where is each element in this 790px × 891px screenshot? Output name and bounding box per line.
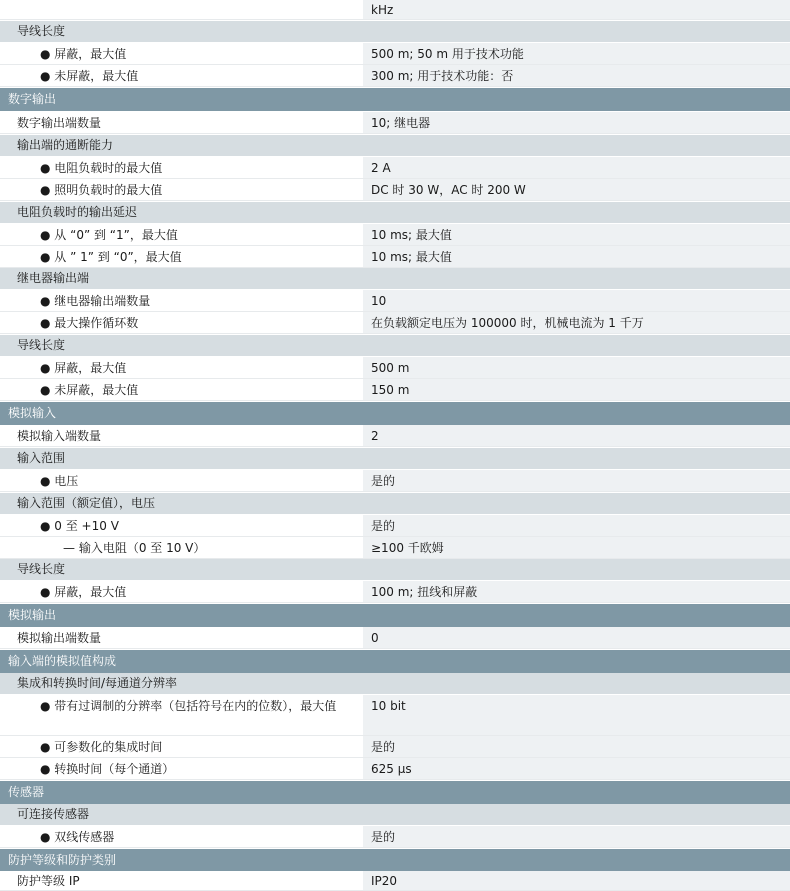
header-label: 模拟输入	[8, 406, 57, 420]
spec-label: — 输入电阻（0 至 10 V）	[0, 537, 362, 558]
spec-value: 150 m	[362, 379, 790, 400]
spec-row	[0, 43, 790, 65]
spec-row	[0, 736, 790, 758]
spec-row	[0, 425, 790, 447]
spec-row	[0, 0, 790, 20]
section-header	[0, 88, 790, 111]
group-header	[0, 268, 790, 289]
header-label: 输出端的通断能力	[17, 138, 114, 152]
spec-value: 10	[362, 290, 790, 311]
spec-value: ≥100 千欧姆	[362, 537, 790, 558]
spec-label	[0, 0, 362, 19]
spec-row	[0, 246, 790, 268]
spec-value: 500 m; 50 m 用于技术功能	[362, 43, 790, 64]
spec-value: DC 时 30 W，AC 时 200 W	[362, 179, 790, 200]
spec-row	[0, 515, 790, 537]
spec-label: 防护等级 IP	[0, 871, 362, 890]
spec-label: ● 带有过调制的分辨率（包括符号在内的位数），最大值	[0, 695, 362, 735]
spec-label: ● 电阻负载时的最大值	[0, 157, 362, 178]
spec-row	[0, 826, 790, 848]
spec-value: 300 m; 用于技术功能：否	[362, 65, 790, 86]
spec-label: ● 可参数化的集成时间	[0, 736, 362, 757]
section-header	[0, 604, 790, 627]
spec-value: 2	[362, 425, 790, 446]
spec-label: ● 双线传感器	[0, 826, 362, 847]
spec-row	[0, 224, 790, 246]
spec-value: 2 A	[362, 157, 790, 178]
spec-row	[0, 581, 790, 603]
section-header	[0, 402, 790, 425]
header-label: 继电器输出端	[17, 271, 90, 285]
spec-value: 10 ms; 最大值	[362, 246, 790, 267]
spec-value: 10 bit	[362, 695, 790, 735]
spec-label: ● 最大操作循环数	[0, 312, 362, 333]
header-label: 集成和转换时间/每通道分辨率	[17, 676, 178, 690]
spec-row	[0, 65, 790, 87]
header-label: 输入端的模拟值构成	[8, 654, 117, 668]
spec-label: ● 电压	[0, 470, 362, 491]
spec-label: ● 屏蔽，最大值	[0, 357, 362, 378]
group-header	[0, 21, 790, 42]
header-label: 输入范围（额定值），电压	[17, 496, 156, 510]
header-label: 可连接传感器	[17, 807, 90, 821]
spec-label: 模拟输入端数量	[0, 425, 362, 446]
group-header	[0, 202, 790, 223]
section-header	[0, 650, 790, 673]
header-label: 导线长度	[17, 562, 66, 576]
spec-value: 0	[362, 627, 790, 648]
spec-label: 数字输出端数量	[0, 112, 362, 133]
header-label: 模拟输出	[8, 608, 57, 622]
spec-row	[0, 758, 790, 780]
header-label: 传感器	[8, 785, 45, 799]
spec-row	[0, 157, 790, 179]
header-label: 输入范围	[17, 451, 66, 465]
header-label: 导线长度	[17, 24, 66, 38]
section-header	[0, 781, 790, 804]
group-header	[0, 448, 790, 469]
spec-value: 500 m	[362, 357, 790, 378]
spec-row	[0, 695, 790, 736]
spec-row	[0, 537, 790, 559]
group-header	[0, 493, 790, 514]
spec-value: 10; 继电器	[362, 112, 790, 133]
group-header	[0, 135, 790, 156]
group-header	[0, 673, 790, 694]
spec-value: 10 ms; 最大值	[362, 224, 790, 245]
spec-label: ● 屏蔽，最大值	[0, 581, 362, 602]
spec-row	[0, 871, 790, 891]
header-label: 数字输出	[8, 92, 57, 106]
spec-row	[0, 312, 790, 334]
spec-label: ● 屏蔽，最大值	[0, 43, 362, 64]
spec-value: 是的	[362, 826, 790, 847]
spec-label: ● 继电器输出端数量	[0, 290, 362, 311]
spec-row	[0, 470, 790, 492]
spec-value: 100 m; 扭线和屏蔽	[362, 581, 790, 602]
spec-row	[0, 357, 790, 379]
spec-value: 是的	[362, 515, 790, 536]
header-label: 防护等级和防护类别	[8, 853, 117, 867]
spec-value: 625 µs	[362, 758, 790, 779]
group-header	[0, 335, 790, 356]
spec-value: IP20	[362, 871, 790, 890]
spec-row	[0, 627, 790, 649]
spec-label: ● 未屏蔽，最大值	[0, 379, 362, 400]
group-header	[0, 559, 790, 580]
header-label: 导线长度	[17, 338, 66, 352]
spec-row	[0, 112, 790, 134]
spec-label: ● 0 至 +10 V	[0, 515, 362, 536]
section-header	[0, 849, 790, 871]
spec-label: 模拟输出端数量	[0, 627, 362, 648]
header-label: 电阻负载时的输出延迟	[17, 205, 138, 219]
spec-value: 是的	[362, 470, 790, 491]
spec-label: ● 从 “0” 到 “1”，最大值	[0, 224, 362, 245]
spec-value: 在负载额定电压为 100000 时，机械电流为 1 千万	[362, 312, 790, 333]
spec-value: kHz	[362, 0, 790, 19]
spec-row	[0, 290, 790, 312]
spec-label: ● 转换时间（每个通道）	[0, 758, 362, 779]
group-header	[0, 804, 790, 825]
spec-label: ● 未屏蔽，最大值	[0, 65, 362, 86]
spec-row	[0, 179, 790, 201]
spec-row	[0, 379, 790, 401]
spec-label: ● 照明负载时的最大值	[0, 179, 362, 200]
spec-value: 是的	[362, 736, 790, 757]
spec-label: ● 从 ” 1” 到 “0”，最大值	[0, 246, 362, 267]
